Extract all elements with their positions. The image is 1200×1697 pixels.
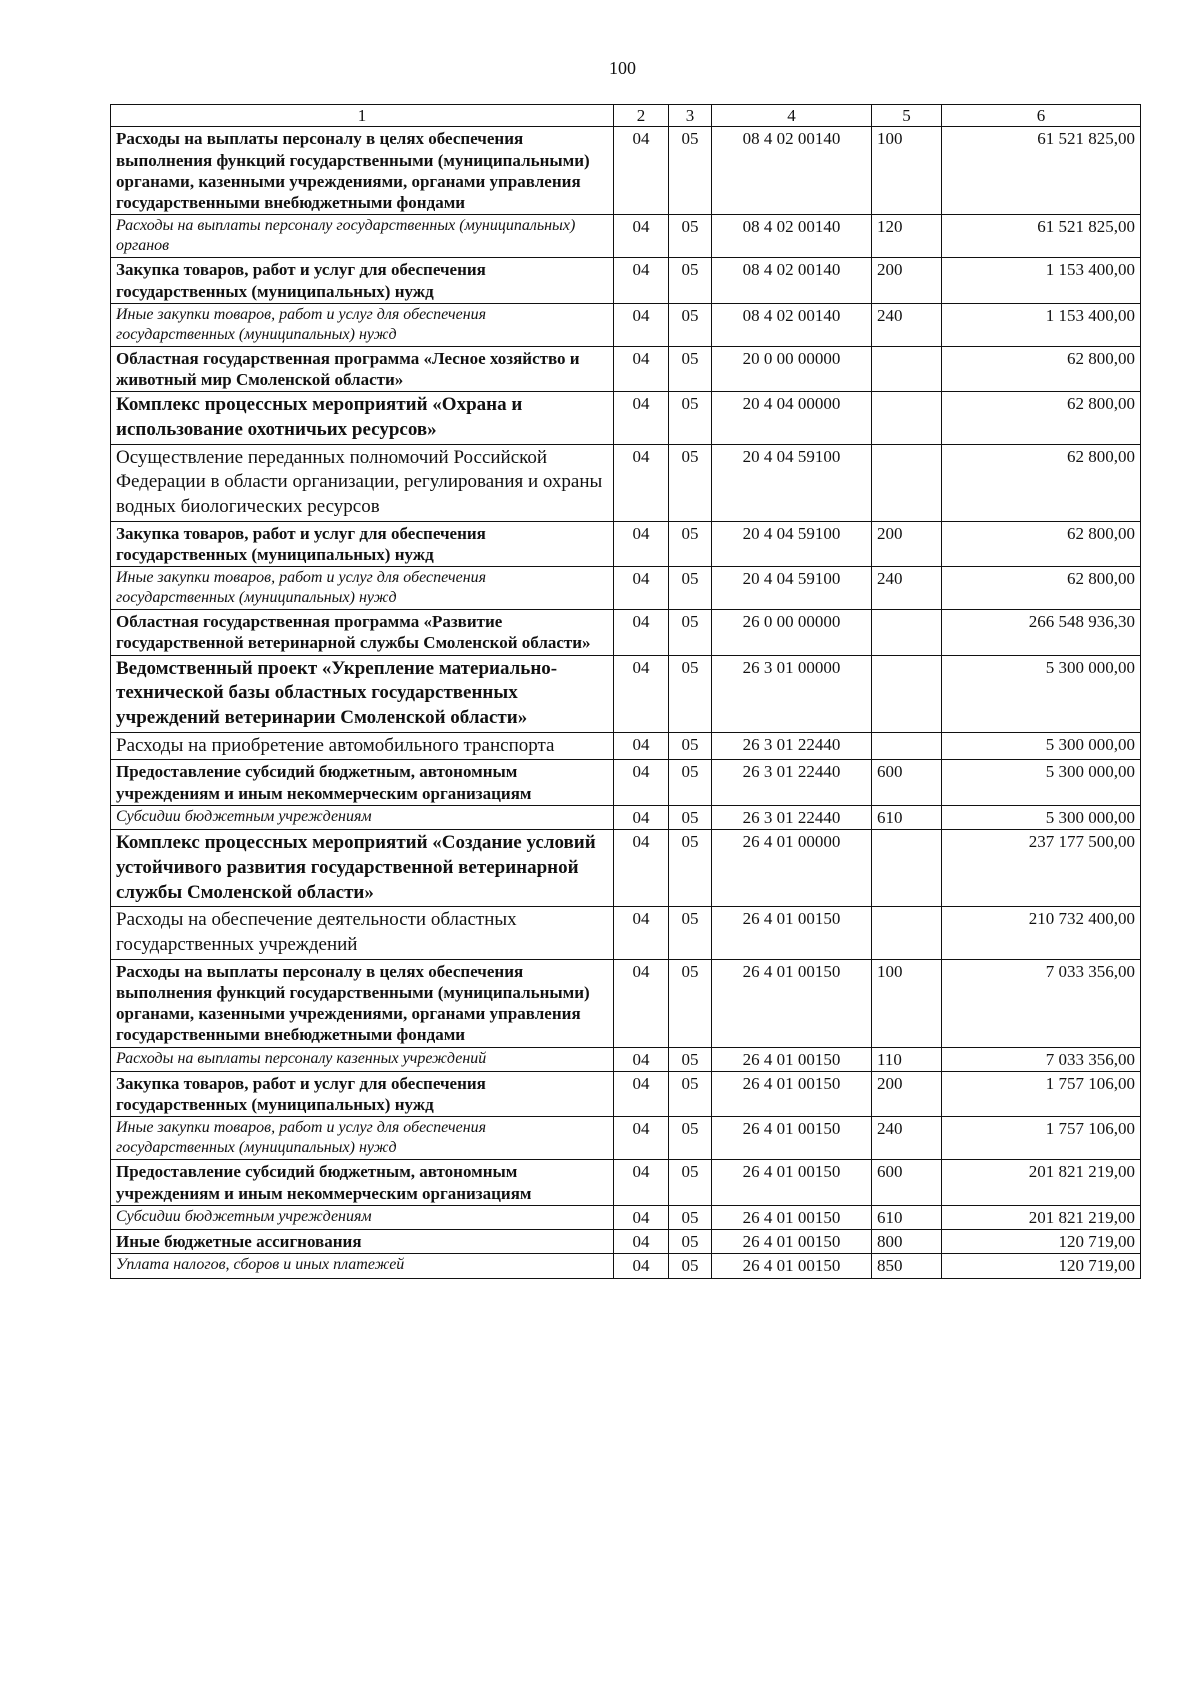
expense-name-cell: Осуществление переданных полномочий Российской Федерации в области организации, регулирования и охраны водных биологических ресурсов [111,444,614,521]
table-row [111,1160,1141,1206]
table-row [111,1205,1141,1229]
expense-name-cell: Расходы на выплаты персоналу казенных учреждений [111,1047,614,1071]
subsection-code-cell: 05 [669,1117,712,1160]
amount-cell: 5 300 000,00 [942,732,1141,760]
expense-type-cell: 610 [872,1205,942,1229]
amount-cell: 1 153 400,00 [942,303,1141,346]
target-article-cell: 20 4 04 00000 [712,392,872,444]
section-code-cell: 04 [614,521,669,567]
target-article-cell: 26 4 01 00150 [712,1071,872,1117]
section-code-cell: 04 [614,1230,669,1254]
expense-name-cell: Субсидии бюджетным учреждениям [111,1205,614,1229]
section-code-cell: 04 [614,610,669,656]
page-number: 100 [609,58,636,78]
amount-cell: 5 300 000,00 [942,760,1141,806]
expense-name-cell: Ведомственный проект «Укрепление материально-технической базы областных государственных учреждений ветеринарии Смоленской области» [111,655,614,732]
expense-name-cell: Иные закупки товаров, работ и услуг для обеспечения государственных (муниципальных) нужд [111,567,614,610]
expense-name-cell: Субсидии бюджетным учреждениям [111,805,614,829]
subsection-code-cell: 05 [669,907,712,959]
subsection-code-cell: 05 [669,346,712,392]
amount-cell: 120 719,00 [942,1230,1141,1254]
section-code-cell: 04 [614,1160,669,1206]
expense-name-cell: Расходы на приобретение автомобильного транспорта [111,732,614,760]
target-article-cell: 26 3 01 22440 [712,760,872,806]
expense-type-cell: 120 [872,215,942,258]
amount-cell: 61 521 825,00 [942,215,1141,258]
target-article-cell: 26 4 01 00150 [712,907,872,959]
section-code-cell: 04 [614,1254,669,1278]
expense-name-cell: Расходы на выплаты персоналу государственных (муниципальных) органов [111,215,614,258]
section-code-cell: 04 [614,215,669,258]
table-row [111,830,1141,907]
expense-name-cell: Предоставление субсидий бюджетным, автономным учреждениям и иным некоммерческим организациям [111,760,614,806]
table-row [111,1230,1141,1254]
subsection-code-cell: 05 [669,610,712,656]
target-article-cell: 26 4 01 00000 [712,830,872,907]
target-article-cell: 26 4 01 00150 [712,959,872,1047]
column-header: 2 [614,105,669,127]
expense-type-cell: 850 [872,1254,942,1278]
table-row [111,1254,1141,1278]
section-code-cell: 04 [614,392,669,444]
subsection-code-cell: 05 [669,258,712,304]
expense-name-cell: Областная государственная программа «Лесное хозяйство и животный мир Смоленской области» [111,346,614,392]
amount-cell: 1 153 400,00 [942,258,1141,304]
column-header: 3 [669,105,712,127]
table-row [111,732,1141,760]
amount-cell: 62 800,00 [942,444,1141,521]
expense-type-cell [872,610,942,656]
table-body [111,127,1141,1278]
header-row [111,105,1141,127]
expense-type-cell: 200 [872,258,942,304]
expense-type-cell: 600 [872,1160,942,1206]
column-header: 4 [712,105,872,127]
expense-type-cell [872,346,942,392]
amount-cell: 5 300 000,00 [942,805,1141,829]
table-row [111,805,1141,829]
target-article-cell: 26 4 01 00150 [712,1047,872,1071]
subsection-code-cell: 05 [669,760,712,806]
table-row [111,521,1141,567]
table-row [111,907,1141,959]
amount-cell: 62 800,00 [942,567,1141,610]
subsection-code-cell: 05 [669,830,712,907]
target-article-cell: 08 4 02 00140 [712,215,872,258]
expense-name-cell: Закупка товаров, работ и услуг для обеспечения государственных (муниципальных) нужд [111,1071,614,1117]
target-article-cell: 26 4 01 00150 [712,1160,872,1206]
amount-cell: 62 800,00 [942,392,1141,444]
expense-name-cell: Иные бюджетные ассигнования [111,1230,614,1254]
subsection-code-cell: 05 [669,1160,712,1206]
target-article-cell: 20 4 04 59100 [712,521,872,567]
amount-cell: 7 033 356,00 [942,1047,1141,1071]
amount-cell: 1 757 106,00 [942,1071,1141,1117]
subsection-code-cell: 05 [669,655,712,732]
expense-name-cell: Закупка товаров, работ и услуг для обеспечения государственных (муниципальных) нужд [111,521,614,567]
table-row [111,258,1141,304]
section-code-cell: 04 [614,1117,669,1160]
section-code-cell: 04 [614,959,669,1047]
target-article-cell: 20 4 04 59100 [712,444,872,521]
section-code-cell: 04 [614,346,669,392]
target-article-cell: 20 4 04 59100 [712,567,872,610]
target-article-cell: 26 3 01 22440 [712,732,872,760]
section-code-cell: 04 [614,567,669,610]
amount-cell: 62 800,00 [942,521,1141,567]
section-code-cell: 04 [614,907,669,959]
table-row [111,392,1141,444]
expense-name-cell: Комплекс процессных мероприятий «Создание условий устойчивого развития государственной ветеринарной службы Смоленской области» [111,830,614,907]
section-code-cell: 04 [614,1047,669,1071]
target-article-cell: 08 4 02 00140 [712,303,872,346]
column-header: 6 [942,105,1141,127]
section-code-cell: 04 [614,303,669,346]
expense-name-cell: Расходы на обеспечение деятельности областных государственных учреждений [111,907,614,959]
target-article-cell: 26 3 01 00000 [712,655,872,732]
expense-type-cell [872,444,942,521]
amount-cell: 201 821 219,00 [942,1205,1141,1229]
table-row [111,959,1141,1047]
expense-type-cell: 200 [872,1071,942,1117]
section-code-cell: 04 [614,732,669,760]
subsection-code-cell: 05 [669,1254,712,1278]
expense-type-cell [872,907,942,959]
subsection-code-cell: 05 [669,127,712,215]
amount-cell: 201 821 219,00 [942,1160,1141,1206]
table-row [111,610,1141,656]
expense-name-cell: Уплата налогов, сборов и иных платежей [111,1254,614,1278]
expense-type-cell: 200 [872,521,942,567]
expense-type-cell: 600 [872,760,942,806]
section-code-cell: 04 [614,127,669,215]
subsection-code-cell: 05 [669,1047,712,1071]
table-row [111,655,1141,732]
section-code-cell: 04 [614,805,669,829]
target-article-cell: 08 4 02 00140 [712,127,872,215]
subsection-code-cell: 05 [669,392,712,444]
target-article-cell: 26 3 01 22440 [712,805,872,829]
expense-type-cell [872,655,942,732]
amount-cell: 210 732 400,00 [942,907,1141,959]
expense-type-cell: 610 [872,805,942,829]
table-row [111,444,1141,521]
amount-cell: 62 800,00 [942,346,1141,392]
subsection-code-cell: 05 [669,303,712,346]
table-row [111,760,1141,806]
table-row [111,127,1141,215]
expense-name-cell: Иные закупки товаров, работ и услуг для обеспечения государственных (муниципальных) нужд [111,1117,614,1160]
subsection-code-cell: 05 [669,959,712,1047]
expense-name-cell: Закупка товаров, работ и услуг для обеспечения государственных (муниципальных) нужд [111,258,614,304]
section-code-cell: 04 [614,1205,669,1229]
table-row [111,1071,1141,1117]
section-code-cell: 04 [614,1071,669,1117]
expense-type-cell: 800 [872,1230,942,1254]
subsection-code-cell: 05 [669,1230,712,1254]
expense-type-cell: 240 [872,567,942,610]
amount-cell: 120 719,00 [942,1254,1141,1278]
subsection-code-cell: 05 [669,805,712,829]
subsection-code-cell: 05 [669,1205,712,1229]
expense-type-cell [872,732,942,760]
amount-cell: 5 300 000,00 [942,655,1141,732]
target-article-cell: 26 4 01 00150 [712,1117,872,1160]
subsection-code-cell: 05 [669,567,712,610]
expense-name-cell: Расходы на выплаты персоналу в целях обеспечения выполнения функций государственными (муниципальными) органами, казенными учреждениями, органами управления государственными внебюджетными фондами [111,959,614,1047]
subsection-code-cell: 05 [669,1071,712,1117]
table-row [111,1047,1141,1071]
budget-table [110,104,1141,1279]
table-row [111,567,1141,610]
expense-type-cell: 100 [872,959,942,1047]
target-article-cell: 26 4 01 00150 [712,1205,872,1229]
section-code-cell: 04 [614,444,669,521]
subsection-code-cell: 05 [669,215,712,258]
amount-cell: 266 548 936,30 [942,610,1141,656]
table-row [111,1117,1141,1160]
target-article-cell: 26 0 00 00000 [712,610,872,656]
amount-cell: 237 177 500,00 [942,830,1141,907]
section-code-cell: 04 [614,258,669,304]
section-code-cell: 04 [614,655,669,732]
expense-name-cell: Предоставление субсидий бюджетным, автономным учреждениям и иным некоммерческим организациям [111,1160,614,1206]
expense-type-cell: 110 [872,1047,942,1071]
expense-type-cell: 240 [872,1117,942,1160]
column-header: 1 [111,105,614,127]
table-row [111,346,1141,392]
expense-type-cell [872,392,942,444]
target-article-cell: 26 4 01 00150 [712,1230,872,1254]
section-code-cell: 04 [614,830,669,907]
column-header: 5 [872,105,942,127]
table-row [111,215,1141,258]
expense-name-cell: Иные закупки товаров, работ и услуг для обеспечения государственных (муниципальных) нужд [111,303,614,346]
target-article-cell: 08 4 02 00140 [712,258,872,304]
amount-cell: 7 033 356,00 [942,959,1141,1047]
expense-type-cell: 100 [872,127,942,215]
expense-type-cell: 240 [872,303,942,346]
subsection-code-cell: 05 [669,521,712,567]
expense-type-cell [872,830,942,907]
section-code-cell: 04 [614,760,669,806]
amount-cell: 61 521 825,00 [942,127,1141,215]
target-article-cell: 20 0 00 00000 [712,346,872,392]
amount-cell: 1 757 106,00 [942,1117,1141,1160]
target-article-cell: 26 4 01 00150 [712,1254,872,1278]
subsection-code-cell: 05 [669,444,712,521]
expense-name-cell: Областная государственная программа «Развитие государственной ветеринарной службы Смоленской области» [111,610,614,656]
subsection-code-cell: 05 [669,732,712,760]
expense-name-cell: Комплекс процессных мероприятий «Охрана и использование охотничьих ресурсов» [111,392,614,444]
table-row [111,303,1141,346]
expense-name-cell: Расходы на выплаты персоналу в целях обеспечения выполнения функций государственными (муниципальными) органами, казенными учреждениями, органами управления государственными внебюджетными фондами [111,127,614,215]
